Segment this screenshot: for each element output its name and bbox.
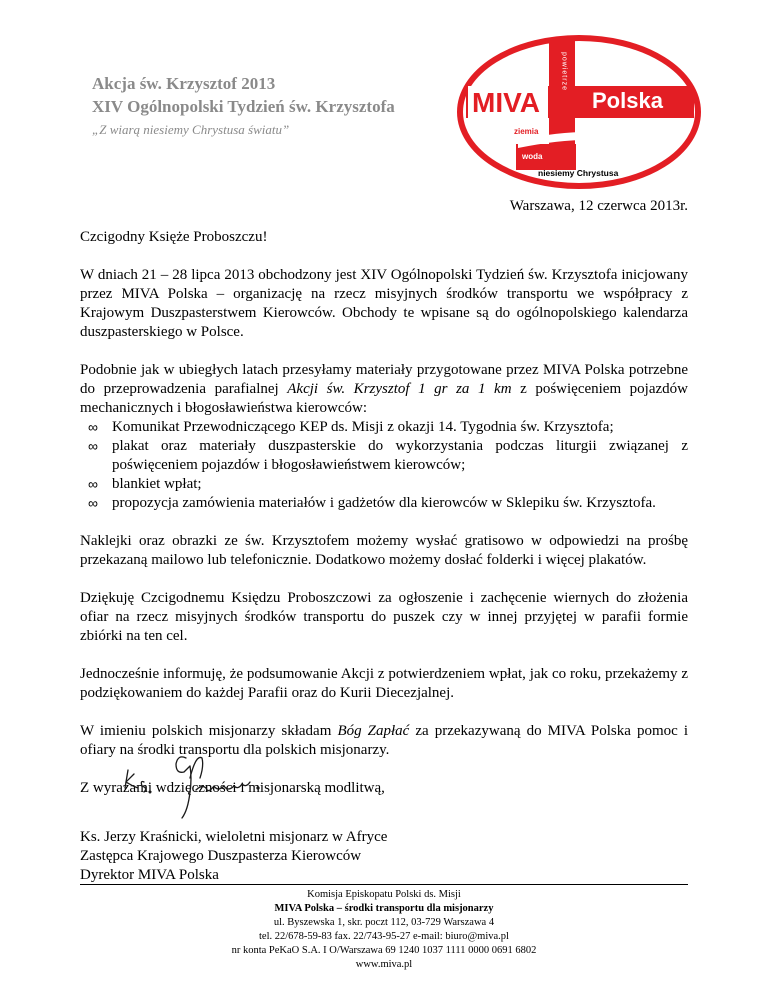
logo-bottom-text: niesiemy Chrystusa <box>538 168 619 178</box>
signatory-name: Ks. Jerzy Kraśnicki, wieloletni misjonarz w Afryce <box>80 829 388 845</box>
logo-woda-text: woda <box>522 152 543 161</box>
closing: Z wyrazami wdzięczności i misjonarską modlitwą, <box>80 780 385 796</box>
greeting: Czcigodny Księże Proboszczu! <box>80 229 268 245</box>
bullet-icon: ∞ <box>88 476 98 492</box>
letter-footer <box>80 888 688 972</box>
list-item-text: Komunikat Przewodniczącego KEP ds. Misji z okazji 14. Tygodnia św. Krzysztofa; <box>112 419 614 435</box>
list-item <box>80 437 688 475</box>
letter-date: Warszawa, 12 czerwca 2013r. <box>509 198 688 214</box>
paragraph-materials-text: Podobnie jak w ubiegłych latach przesyłamy materiały przygotowane przez MIVA Polska potrzebne do przeprowadzenia parafialnej <box>80 362 688 397</box>
footer-contact: tel. 22/678-59-83 fax. 22/743-95-27 e-mail: biuro@miva.pl <box>259 931 509 942</box>
bullet-icon: ∞ <box>88 495 98 511</box>
paragraph-materials-end: z poświęceniem pojazdów mechanicznych i błogosławieństwa kierowców: <box>80 381 689 416</box>
bullet-icon: ∞ <box>88 419 98 435</box>
list-item-text: propozycja zamówienia materiałów i gadżetów dla kierowców w Sklepiku św. Krzysztofa. <box>112 495 656 511</box>
list-item-text: plakat oraz materiały duszpasterskie do wykorzystania podczas liturgii związanej z poświęceniem pojazdów i błogosławieństwem kierowców; <box>112 438 688 473</box>
motto: „Z wiarą niesiemy Chrystusa światu” <box>92 122 290 137</box>
logo-ziemia-text: ziemia <box>514 127 539 136</box>
signature-block <box>80 828 387 885</box>
paragraph-thanks: Dziękuję Czcigodnemu Księdzu Proboszczowi za ogłoszenie i zachęcenie wiernych do złożenia ofiar na rzecz misyjnych środków transportu do puszek czy w innej przyjętej w parafii formie zbiórki na ten cel. <box>80 590 688 644</box>
list-item <box>80 475 688 494</box>
logo-polska-text: Polska <box>592 88 663 113</box>
paragraph-stickers: Naklejki oraz obrazki ze św. Krzysztofem możemy wysłać gratisowo w odpowiedzi na prośbę przekazaną mailowo lub telefonicznie. Dodatkowo możemy dosłać folderki i więcej plakatów. <box>80 533 688 568</box>
footer-address: ul. Byszewska 1, skr. poczt 112, 03-729 Warszawa 4 <box>273 917 495 928</box>
paragraph-summary: Jednocześnie informuję, że podsumowanie Akcji z potwierdzeniem wpłat, jak co roku, przekażemy z podziękowaniem do każdej Parafii oraz do Kurii Diecezjalnej. <box>80 666 688 701</box>
action-title: Akcja św. Krzysztof 2013 <box>92 74 276 93</box>
footer-bank-account: nr konta PeKaO S.A. I O/Warszawa 69 1240 1037 1111 0000 0691 6802 <box>231 945 537 956</box>
paragraph-gratitude-text: W imieniu polskich misjonarzy składam <box>80 723 338 739</box>
handwritten-signature <box>120 748 270 828</box>
bullet-icon: ∞ <box>88 438 98 454</box>
week-title: XIV Ogólnopolski Tydzień św. Krzysztofa <box>92 97 395 116</box>
signatory-title: Dyrektor MIVA Polska <box>80 867 219 883</box>
list-item <box>80 494 688 513</box>
signatory-role: Zastępca Krajowego Duszpasterza Kierowców <box>80 848 362 864</box>
letter-header <box>92 72 472 140</box>
logo-vertical-text: powietrze <box>560 52 568 91</box>
list-item-text: blankiet wpłat; <box>112 476 202 492</box>
footer-commission: Komisja Episkopatu Polski ds. Misji <box>307 889 461 900</box>
footer-organization: MIVA Polska – środki transportu dla misjonarzy <box>274 903 494 914</box>
footer-website: www.miva.pl <box>355 959 413 970</box>
paragraph-gratitude-end: za przekazywaną do MIVA Polska pomoc i ofiary na środki transportu dla polskich misjonarzy. <box>80 723 688 758</box>
paragraph-materials <box>80 361 688 418</box>
bog-zaplac-italic: Bóg Zapłać <box>337 723 410 739</box>
list-item <box>80 418 688 437</box>
materials-list <box>80 418 688 513</box>
action-name-italic: Akcji św. Krzysztof 1 gr za 1 km <box>287 381 512 397</box>
logo-miva-text: MIVA <box>472 87 540 118</box>
footer-divider <box>80 884 688 885</box>
miva-polska-logo <box>456 34 702 190</box>
letter-body <box>80 228 688 817</box>
paragraph-intro: W dniach 21 – 28 lipca 2013 obchodzony jest XIV Ogólnopolski Tydzień św. Krzysztofa inicjowany przez MIVA Polska – organizację na rzecz misyjnych środków transportu we współpracy z Krajowym Duszpasterstwem Kierowców. Obchody te wpisane są do ogólnopolskiego kalendarza duszpasterskiego w Polsce. <box>80 267 688 340</box>
